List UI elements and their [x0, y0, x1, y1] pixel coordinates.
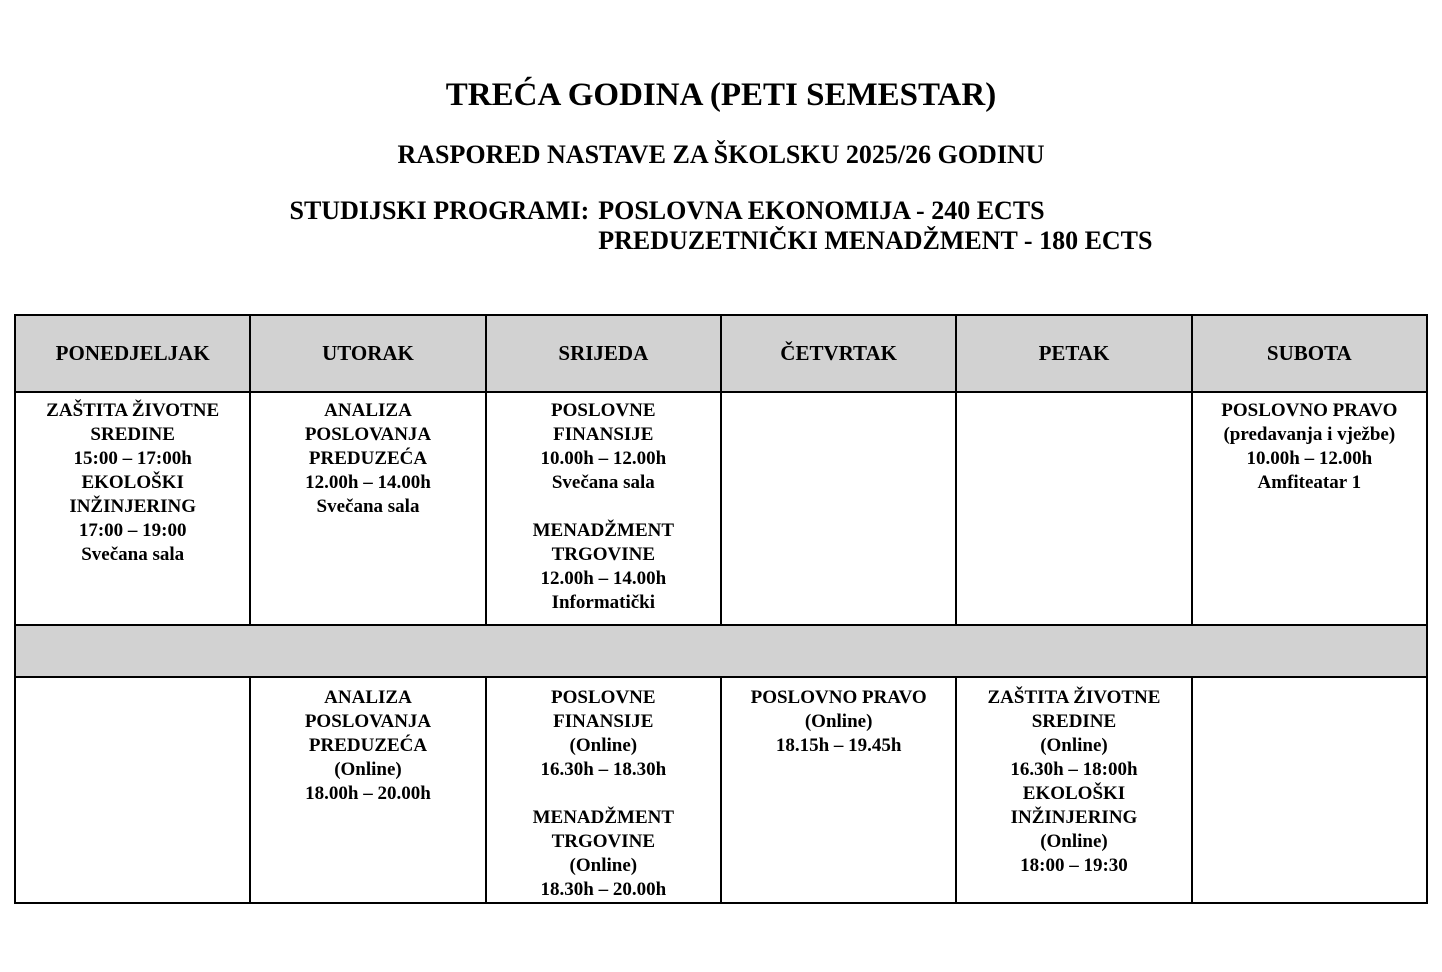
schedule-entry-line: [491, 495, 716, 519]
schedule-entry-line: PREDUZEĆA: [308, 448, 428, 469]
day-header-utorak: UTORAK: [250, 315, 485, 392]
schedule-entry-line: Svečana sala: [316, 496, 420, 517]
schedule-entry-line: 18.00h – 20.00h: [305, 783, 431, 804]
page-title: TREĆA GODINA (PETI SEMESTAR): [445, 77, 997, 113]
cell-petak-online: [956, 677, 1191, 903]
study-program-2: PREDUZETNIČKI MENADŽMENT - 180 ECTS: [598, 226, 1153, 255]
day-header-subota: SUBOTA: [1192, 315, 1427, 392]
schedule-entry-line: EKOLOŠKI: [81, 472, 184, 493]
cell-subota-onsite: [1192, 392, 1427, 625]
study-program-1: POSLOVNA EKONOMIJA - 240 ECTS: [598, 196, 1045, 225]
schedule-entry-line: (Online): [1040, 831, 1108, 852]
schedule-entry-line: 16.30h – 18.30h: [540, 759, 667, 780]
cell-utorak-onsite: [250, 392, 485, 625]
schedule-entry-line: 17:00 – 19:00: [78, 520, 187, 541]
separator-row: [15, 625, 1427, 677]
schedule-entry-line: (Online): [1040, 735, 1108, 756]
schedule-entry-line: 10.00h – 12.00h: [540, 448, 667, 469]
schedule-entry-line: INŽINJERING: [1010, 807, 1138, 828]
cell-ponedjeljak-onsite: [15, 392, 250, 625]
schedule-entry-line: 10.00h – 12.00h: [1246, 448, 1373, 469]
schedule-entry-line: Amfiteatar 1: [1257, 472, 1362, 493]
schedule-entry-line: FINANSIJE: [553, 424, 654, 445]
schedule-entry-line: POSLOVANJA: [304, 711, 432, 732]
schedule-entry-line: (Online): [569, 855, 638, 876]
session-row-onsite: [15, 392, 1427, 625]
schedule-entry-line: 18.15h – 19.45h: [775, 735, 902, 756]
cell-utorak-online: [250, 677, 485, 903]
study-programs-list: [598, 196, 1152, 256]
schedule-entry-line: POSLOVNE: [551, 400, 656, 421]
cell-srijeda-onsite: [486, 392, 721, 625]
schedule-entry-line: Svečana sala: [551, 472, 655, 493]
schedule-table: [14, 314, 1428, 904]
schedule-entry-line: 16.30h – 18:00h: [1010, 759, 1138, 780]
schedule-entry-line: POSLOVNO PRAVO: [750, 687, 927, 708]
schedule-entry-line: SREDINE: [1031, 711, 1117, 732]
cell-srijeda-online: [486, 677, 721, 903]
schedule-entry-line: EKOLOŠKI: [1022, 783, 1126, 804]
schedule-entry-line: (Online): [804, 711, 873, 732]
study-programs-block: [0, 196, 1442, 256]
schedule-entry-line: POSLOVNE: [551, 687, 656, 708]
schedule-entry-line: 18:00 – 19:30: [1020, 855, 1128, 876]
cell-ponedjeljak-online: [15, 677, 250, 903]
schedule-entry-line: 18.30h – 20.00h: [540, 879, 667, 900]
day-header-srijeda: SRIJEDA: [486, 315, 721, 392]
separator-cell: [15, 625, 1427, 677]
schedule-entry-line: ANALIZA: [324, 400, 412, 421]
day-header-petak: PETAK: [956, 315, 1191, 392]
cell-petak-onsite: [956, 392, 1191, 625]
schedule-entry-line: 12.00h – 14.00h: [305, 472, 431, 493]
day-header-ponedjeljak: PONEDJELJAK: [15, 315, 250, 392]
schedule-entry-line: ZAŠTITA ŽIVOTNE: [46, 400, 220, 421]
schedule-entry-line: MENADŽMENT: [532, 807, 675, 828]
schedule-entry-line: 15:00 – 17:00h: [73, 448, 192, 469]
cell-cetvrtak-online: [721, 677, 956, 903]
schedule-entry-line: ANALIZA: [324, 687, 412, 708]
schedule-entry-line: TRGOVINE: [551, 831, 656, 852]
schedule-entry-line: (Online): [334, 759, 402, 780]
schedule-entry-line: (predavanja i vježbe): [1223, 424, 1396, 445]
schedule-entry-line: PREDUZEĆA: [308, 735, 428, 756]
day-header-cetvrtak: ČETVRTAK: [721, 315, 956, 392]
page-subtitle: RASPORED NASTAVE ZA ŠKOLSKU 2025/26 GODINU: [397, 140, 1045, 169]
schedule-entry-line: TRGOVINE: [551, 544, 656, 565]
schedule-entry-line: MENADŽMENT: [532, 520, 675, 541]
schedule-entry-line: Svečana sala: [81, 544, 185, 565]
session-row-online: [15, 677, 1427, 903]
schedule-entry-line: [491, 782, 716, 806]
schedule-entry-line: 12.00h – 14.00h: [540, 568, 667, 589]
schedule-entry-line: (Online): [569, 735, 638, 756]
schedule-entry-line: ZAŠTITA ŽIVOTNE: [987, 687, 1161, 708]
schedule-entry-line: POSLOVNO PRAVO: [1221, 400, 1398, 421]
cell-subota-online: [1192, 677, 1427, 903]
schedule-entry-line: Informatički: [551, 592, 656, 613]
schedule-entry-line: INŽINJERING: [69, 496, 197, 517]
schedule-entry-line: POSLOVANJA: [304, 424, 432, 445]
day-header-row: [15, 315, 1427, 392]
schedule-entry-line: FINANSIJE: [553, 711, 654, 732]
cell-cetvrtak-onsite: [721, 392, 956, 625]
study-programs-label: STUDIJSKI PROGRAMI:: [289, 196, 590, 225]
schedule-entry-line: SREDINE: [90, 424, 175, 445]
